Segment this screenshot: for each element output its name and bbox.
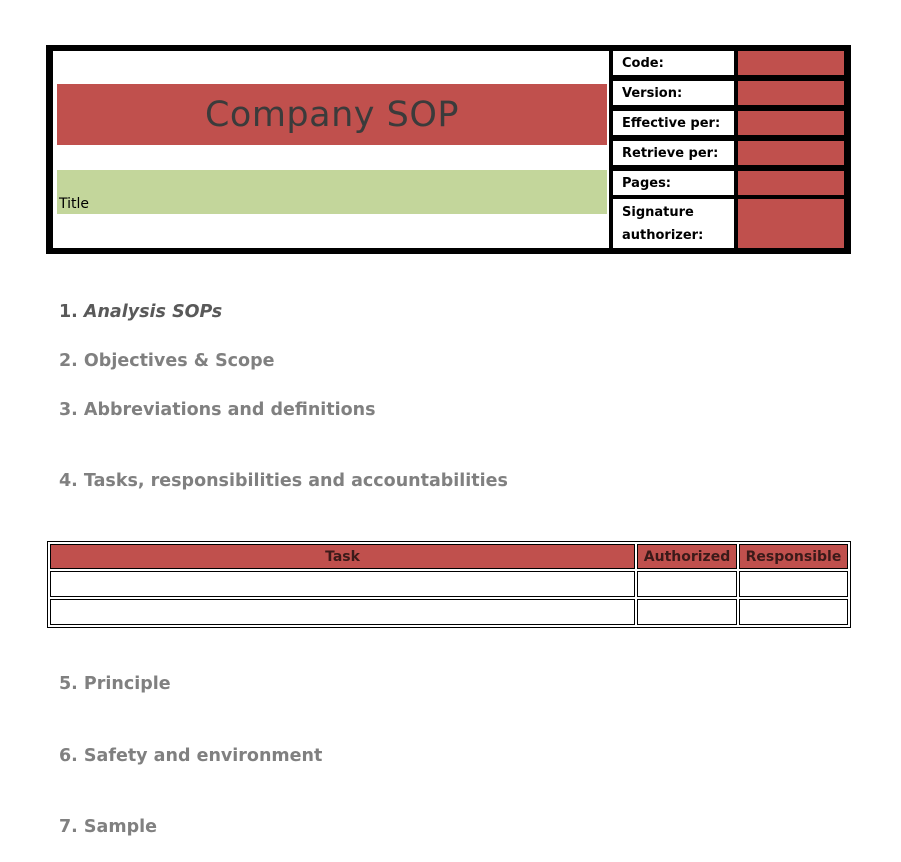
section-number: 2. bbox=[59, 351, 78, 371]
version-value-field[interactable] bbox=[738, 81, 844, 105]
task-table bbox=[47, 541, 851, 628]
title-label: Title bbox=[59, 196, 90, 212]
table-cell-responsible[interactable] bbox=[739, 599, 848, 625]
table-header-task: Task bbox=[50, 544, 635, 569]
section-number: 7. bbox=[59, 817, 78, 837]
retrieve-per-value-field[interactable] bbox=[738, 141, 844, 165]
code-label: Code: bbox=[613, 51, 734, 75]
table-cell-authorized[interactable] bbox=[637, 571, 737, 597]
section-title: Objectives & Scope bbox=[83, 351, 275, 371]
table-cell-task[interactable] bbox=[50, 599, 635, 625]
company-title: Company SOP bbox=[204, 94, 459, 135]
section-title: Sample bbox=[83, 817, 157, 837]
effective-per-label: Effective per: bbox=[613, 111, 734, 135]
company-band bbox=[57, 84, 607, 145]
section-number: 1. bbox=[59, 302, 78, 322]
version-label: Version: bbox=[613, 81, 734, 105]
section-heading bbox=[59, 471, 508, 491]
signature-label-line2: authorizer: bbox=[622, 227, 704, 243]
section-number: 4. bbox=[59, 471, 78, 491]
section-heading bbox=[59, 302, 222, 322]
section-heading bbox=[59, 674, 171, 694]
table-header-responsible: Responsible bbox=[739, 544, 848, 569]
section-heading bbox=[59, 817, 157, 837]
title-band[interactable] bbox=[57, 170, 607, 214]
header-title-area bbox=[53, 51, 609, 248]
table-header-authorized: Authorized bbox=[637, 544, 737, 569]
table-cell-task[interactable] bbox=[50, 571, 635, 597]
section-title: Tasks, responsibilities and accountabilities bbox=[83, 471, 508, 491]
section-title: Principle bbox=[83, 674, 171, 694]
section-heading bbox=[59, 746, 322, 766]
section-title: Abbreviations and definitions bbox=[83, 400, 376, 420]
sop-header bbox=[46, 45, 851, 254]
signature-label-line1: Signature bbox=[622, 204, 694, 220]
section-title: Safety and environment bbox=[83, 746, 323, 766]
section-title: Analysis SOPs bbox=[83, 302, 223, 322]
pages-value-field[interactable] bbox=[738, 171, 844, 195]
table-cell-authorized[interactable] bbox=[637, 599, 737, 625]
section-number: 5. bbox=[59, 674, 78, 694]
table-cell-responsible[interactable] bbox=[739, 571, 848, 597]
retrieve-per-label: Retrieve per: bbox=[613, 141, 734, 165]
signature-authorizer-value-field[interactable] bbox=[738, 199, 844, 248]
section-number: 3. bbox=[59, 400, 78, 420]
section-heading bbox=[59, 351, 274, 371]
section-number: 6. bbox=[59, 746, 78, 766]
pages-label: Pages: bbox=[613, 171, 734, 195]
effective-per-value-field[interactable] bbox=[738, 111, 844, 135]
section-heading bbox=[59, 400, 376, 420]
code-value-field[interactable] bbox=[738, 51, 844, 75]
signature-authorizer-label bbox=[613, 199, 734, 248]
